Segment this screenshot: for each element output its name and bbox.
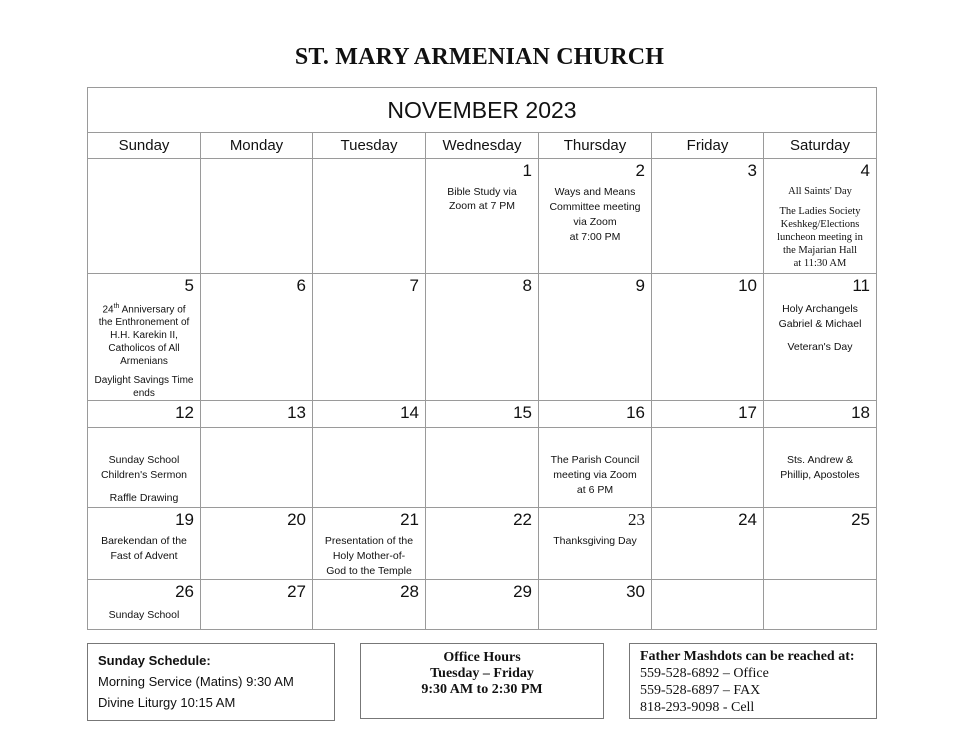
event-ladies-society: The Ladies Society Keshkeg/Elections luncheon meeting in the Majarian Hall at 11:30 AM — [777, 206, 863, 269]
day-cell-7 — [313, 274, 426, 401]
sunday-schedule-box — [87, 643, 335, 721]
event-enthronement-anniversary — [90, 300, 198, 368]
day-number: 16 — [626, 403, 645, 422]
day-number: 9 — [635, 276, 645, 295]
event-daylight-savings: Daylight Savings Time ends — [94, 375, 194, 399]
day-cell-empty — [313, 159, 426, 274]
events-cell-empty — [201, 428, 313, 508]
phone-fax: 559-528-6897 – FAX — [640, 683, 761, 698]
day-number: 24 — [738, 510, 757, 529]
events-cell-empty — [313, 428, 426, 508]
day-cell-22 — [426, 508, 539, 580]
event-all-saints-day: All Saints' Day — [788, 186, 852, 197]
day-cell-26 — [88, 580, 201, 629]
event-ways-and-means: Ways and Means Committee meeting via Zoom at 7:00 PM — [549, 186, 641, 243]
weekday-monday: Monday — [201, 133, 313, 159]
day-cell-27 — [201, 580, 313, 629]
day-number: 4 — [860, 161, 870, 180]
day-number: 29 — [513, 582, 532, 601]
day-cell-18 — [764, 401, 876, 428]
day-cell-10 — [652, 274, 764, 401]
calendar-grid — [87, 87, 877, 630]
event-text: Anniversary of the Enthronement of H.H. Karekin II, Catholicos of All Armenians — [98, 304, 190, 368]
day-number: 26 — [175, 582, 194, 601]
day-number: 18 — [851, 403, 870, 422]
church-title: ST. MARY ARMENIAN CHURCH — [294, 44, 665, 70]
event-barekendan: Barekendan of the Fast of Advent — [101, 535, 187, 562]
day-number: 17 — [738, 403, 757, 422]
day-cell-2 — [539, 159, 652, 274]
day-number: 8 — [522, 276, 532, 295]
day-number: 19 — [175, 510, 194, 529]
event-raffle-drawing: Raffle Drawing — [109, 492, 179, 504]
day-cell-3 — [652, 159, 764, 274]
day-number: 12 — [175, 403, 194, 422]
day-number: 23 — [628, 510, 645, 529]
day-number: 14 — [400, 403, 419, 422]
day-cell-9 — [539, 274, 652, 401]
day-number: 11 — [852, 276, 870, 295]
day-number: 15 — [513, 403, 532, 422]
weekday-sunday: Sunday — [88, 133, 201, 159]
event-holy-archangels: Holy Archangels Gabriel & Michael — [778, 303, 862, 330]
events-cell-16 — [539, 428, 652, 508]
day-number: 1 — [522, 161, 532, 180]
phone-cell: 818-293-9098 - Cell — [640, 700, 755, 715]
event-parish-council: The Parish Council meeting via Zoom at 6 PM — [550, 454, 640, 496]
day-number: 27 — [287, 582, 306, 601]
day-cell-29 — [426, 580, 539, 629]
weekday-tuesday: Tuesday — [313, 133, 426, 159]
event-sunday-school-sermon: Sunday School Children's Sermon — [100, 454, 188, 481]
day-cell-13 — [201, 401, 313, 428]
weekday-thursday: Thursday — [539, 133, 652, 159]
day-number: 28 — [400, 582, 419, 601]
office-hours-title: Office Hours — [443, 650, 521, 665]
day-number: 21 — [400, 510, 419, 529]
day-cell-15 — [426, 401, 539, 428]
day-cell-4 — [764, 159, 876, 274]
father-contact-box — [629, 643, 877, 719]
day-cell-11 — [764, 274, 876, 401]
events-cell-12 — [88, 428, 201, 508]
day-cell-empty — [88, 159, 201, 274]
sunday-schedule-liturgy: Divine Liturgy 10:15 AM — [98, 695, 236, 710]
day-cell-23 — [539, 508, 652, 580]
day-cell-8 — [426, 274, 539, 401]
day-number: 20 — [287, 510, 306, 529]
phone-office: 559-528-6892 – Office — [640, 666, 769, 681]
day-number: 13 — [287, 403, 306, 422]
event-bible-study: Bible Study via Zoom at 7 PM — [447, 186, 517, 212]
events-cell-empty — [426, 428, 539, 508]
event-thanksgiving: Thanksgiving Day — [553, 535, 637, 547]
day-number: 10 — [738, 276, 757, 295]
events-cell-empty — [652, 428, 764, 508]
day-cell-24 — [652, 508, 764, 580]
day-cell-19 — [88, 508, 201, 580]
day-cell-20 — [201, 508, 313, 580]
day-cell-5 — [88, 274, 201, 401]
day-number: 5 — [184, 276, 194, 295]
event-sunday-school: Sunday School — [108, 609, 180, 621]
day-number: 22 — [513, 510, 532, 529]
day-number: 30 — [626, 582, 645, 601]
day-number: 25 — [851, 510, 870, 529]
day-cell-21 — [313, 508, 426, 580]
day-number: 7 — [409, 276, 419, 295]
event-presentation-holy-mother: Presentation of the Holy Mother-of- God to the Temple — [324, 535, 414, 577]
day-cell-empty — [652, 580, 764, 629]
office-hours-box — [360, 643, 604, 719]
day-cell-25 — [764, 508, 876, 580]
day-cell-12 — [88, 401, 201, 428]
sunday-schedule-title: Sunday Schedule: — [98, 653, 211, 668]
event-veterans-day: Veteran's Day — [787, 341, 853, 353]
ordinal-suffix: th — [113, 303, 120, 310]
events-cell-18 — [764, 428, 876, 508]
day-cell-16 — [539, 401, 652, 428]
day-cell-17 — [652, 401, 764, 428]
day-cell-28 — [313, 580, 426, 629]
father-contact-title: Father Mashdots can be reached at: — [640, 649, 855, 664]
office-hours-times: 9:30 AM to 2:30 PM — [421, 682, 543, 697]
weekday-wednesday: Wednesday — [426, 133, 539, 159]
day-cell-1 — [426, 159, 539, 274]
weekday-saturday: Saturday — [764, 133, 876, 159]
day-cell-6 — [201, 274, 313, 401]
calendar-month-title: NOVEMBER 2023 — [88, 88, 876, 133]
day-number: 3 — [747, 161, 757, 180]
ordinal-number: 24 — [102, 304, 114, 316]
office-hours-days: Tuesday – Friday — [430, 666, 534, 681]
event-sts-andrew-phillip: Sts. Andrew & Phillip, Apostoles — [780, 454, 860, 481]
day-cell-empty — [764, 580, 876, 629]
weekday-friday: Friday — [652, 133, 764, 159]
sunday-schedule-matins: Morning Service (Matins) 9:30 AM — [98, 674, 294, 689]
day-cell-30 — [539, 580, 652, 629]
day-cell-14 — [313, 401, 426, 428]
day-number: 6 — [296, 276, 306, 295]
day-number: 2 — [635, 161, 645, 180]
day-cell-empty — [201, 159, 313, 274]
